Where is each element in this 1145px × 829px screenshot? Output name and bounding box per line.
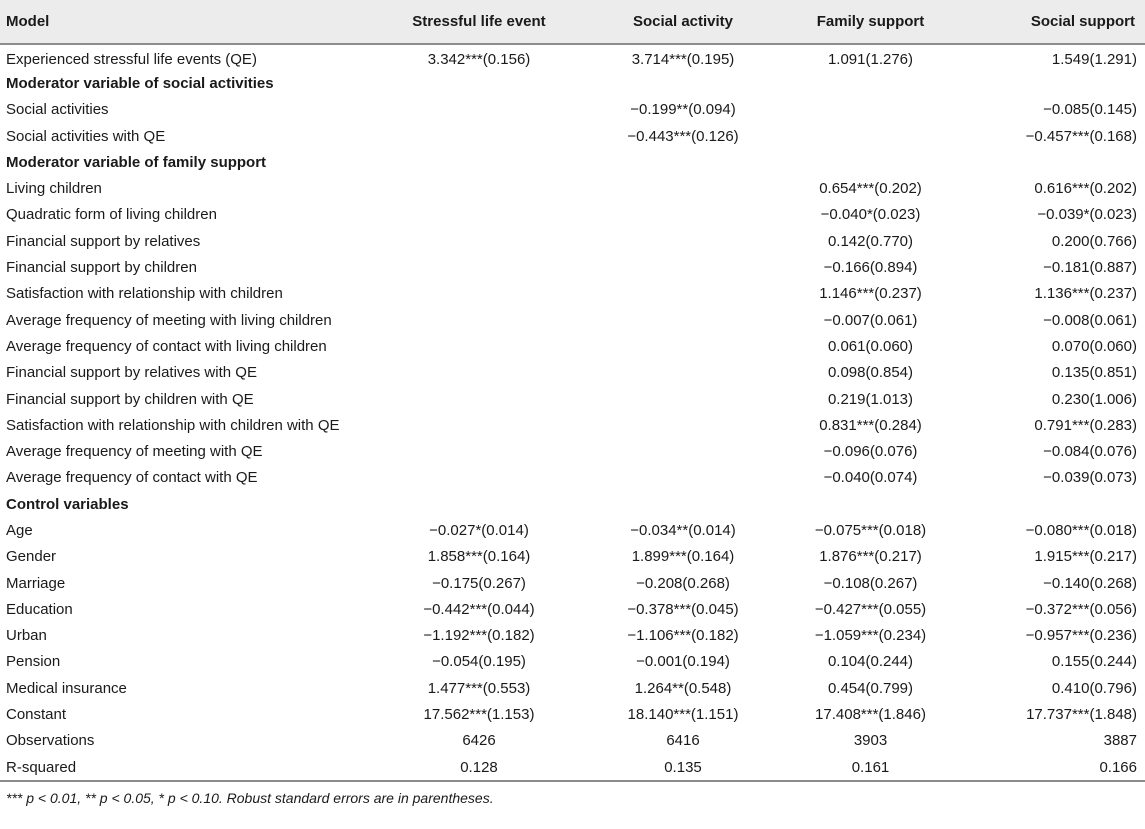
cell-family-support: 1.091(1.276) — [827, 51, 914, 69]
cell-social-activity — [588, 281, 778, 307]
cell-stressful-life-event — [370, 307, 588, 333]
table-row — [0, 307, 1145, 333]
header-social-activity: Social activity — [588, 0, 778, 44]
cell-family-support: 0.831***(0.284) — [819, 416, 922, 434]
table-row — [0, 228, 1145, 254]
row-label: Gender — [6, 548, 57, 566]
header-stressful-life-event: Stressful life event — [370, 0, 588, 44]
cell-stressful-life-event: −0.027*(0.014) — [429, 521, 529, 539]
cell-social-support: 0.791***(0.283) — [1034, 416, 1137, 434]
cell-stressful-life-event: 17.562***(1.153) — [423, 706, 535, 724]
table-row — [0, 281, 1145, 307]
cell-family-support: 0.104(0.244) — [827, 653, 914, 671]
cell-stressful-life-event — [370, 333, 588, 359]
table-row — [0, 701, 1145, 727]
table-row — [0, 728, 1145, 754]
row-label: Constant — [6, 706, 67, 724]
cell-social-activity: 18.140***(1.151) — [627, 706, 739, 724]
cell-stressful-life-event: 0.128 — [460, 758, 498, 776]
row-label: Education — [6, 600, 73, 618]
row-label: Observations — [6, 732, 95, 750]
table-row — [0, 97, 1145, 123]
section-header-row — [0, 149, 1145, 175]
cell-social-activity — [588, 360, 778, 386]
cell-family-support: 17.408***(1.846) — [815, 706, 926, 724]
cell-family-support: 0.454(0.799) — [827, 679, 914, 697]
table-row — [0, 202, 1145, 228]
cell-family-support: −0.040(0.074) — [823, 469, 918, 487]
cell-family-support: 3903 — [853, 732, 888, 750]
cell-stressful-life-event: −1.192***(0.182) — [423, 627, 535, 645]
cell-social-support: 0.410(0.796) — [1051, 679, 1137, 697]
cell-social-support: 0.200(0.766) — [1051, 232, 1137, 250]
cell-family-support: 0.161 — [851, 758, 890, 776]
cell-social-activity: 1.264**(0.548) — [634, 679, 732, 697]
cell-social-activity: 6416 — [666, 732, 700, 750]
header-row — [0, 0, 1145, 44]
table-row — [0, 360, 1145, 386]
cell-stressful-life-event: −0.442***(0.044) — [423, 600, 535, 618]
table-row — [0, 649, 1145, 675]
cell-family-support: 0.654***(0.202) — [819, 180, 922, 198]
section-label: Moderator variable of social activities — [6, 74, 274, 92]
cell-family-support: −0.096(0.076) — [823, 443, 918, 461]
cell-social-support: −0.039*(0.023) — [1037, 206, 1137, 224]
cell-social-support: 0.070(0.060) — [1051, 337, 1137, 355]
cell-stressful-life-event — [370, 123, 588, 149]
cell-stressful-life-event: −0.175(0.267) — [432, 574, 526, 592]
cell-family-support: −0.075***(0.018) — [814, 521, 927, 539]
cell-stressful-life-event — [370, 97, 588, 123]
row-label: Quadratic form of living children — [6, 206, 217, 224]
cell-social-activity: 0.135 — [664, 758, 702, 776]
table-body — [0, 44, 1145, 780]
table-row — [0, 754, 1145, 780]
cell-social-activity — [588, 307, 778, 333]
cell-family-support: 0.098(0.854) — [827, 364, 914, 382]
cell-social-activity: −0.443***(0.126) — [627, 127, 739, 145]
table-row — [0, 465, 1145, 491]
row-label: Medical insurance — [6, 679, 127, 697]
cell-family-support: −0.427***(0.055) — [814, 600, 927, 618]
row-label: Social activities — [6, 101, 109, 119]
cell-social-support: 0.155(0.244) — [1051, 653, 1137, 671]
cell-social-support: 0.616***(0.202) — [1034, 180, 1137, 198]
cell-family-support: −0.040*(0.023) — [820, 206, 921, 224]
table-row — [0, 386, 1145, 412]
cell-stressful-life-event: −0.054(0.195) — [432, 653, 526, 671]
row-label: R-squared — [6, 758, 77, 776]
cell-stressful-life-event — [370, 438, 588, 464]
cell-family-support: −0.108(0.267) — [823, 574, 918, 592]
cell-social-activity: −0.378***(0.045) — [627, 600, 739, 618]
section-header-row — [0, 491, 1145, 517]
table-row — [0, 675, 1145, 701]
cell-stressful-life-event: 6426 — [462, 732, 496, 750]
table-row — [0, 438, 1145, 464]
cell-social-support: 0.230(1.006) — [1051, 390, 1137, 408]
row-label: Satisfaction with relationship with children with QE — [6, 416, 340, 434]
table-row — [0, 412, 1145, 438]
cell-social-support: 1.549(1.291) — [1051, 51, 1137, 69]
cell-family-support: −1.059***(0.234) — [814, 627, 927, 645]
cell-social-support: 17.737***(1.848) — [1026, 706, 1137, 724]
header-social-support: Social support — [963, 0, 1145, 44]
row-label: Age — [6, 521, 33, 539]
cell-stressful-life-event — [370, 412, 588, 438]
cell-social-support: −0.372***(0.056) — [1025, 600, 1137, 618]
cell-stressful-life-event — [370, 228, 588, 254]
table-row — [0, 333, 1145, 359]
cell-social-activity — [588, 228, 778, 254]
cell-social-activity: −0.199**(0.094) — [630, 101, 736, 119]
cell-social-activity — [588, 412, 778, 438]
cell-social-support: 1.915***(0.217) — [1034, 548, 1137, 566]
table-footnote: *** p < 0.01, ** p < 0.05, * p < 0.10. Robust standard errors are in parentheses. — [6, 790, 494, 807]
cell-stressful-life-event — [370, 465, 588, 491]
row-label: Pension — [6, 653, 61, 671]
table-header — [0, 0, 1145, 44]
cell-stressful-life-event — [370, 386, 588, 412]
cell-social-support: −0.008(0.061) — [1043, 311, 1137, 329]
cell-stressful-life-event — [370, 175, 588, 201]
cell-family-support — [778, 97, 963, 123]
row-label: Social activities with QE — [6, 127, 166, 145]
cell-social-activity: −0.034**(0.014) — [630, 521, 736, 539]
cell-social-support: −0.085(0.145) — [1043, 101, 1137, 119]
cell-stressful-life-event — [370, 360, 588, 386]
table-row — [0, 517, 1145, 543]
row-label: Average frequency of meeting with living children — [6, 311, 332, 329]
row-label: Living children — [6, 180, 102, 198]
section-header-row — [0, 70, 1145, 96]
row-label: Financial support by relatives with QE — [6, 364, 257, 382]
table-row — [0, 254, 1145, 280]
cell-social-activity: −0.001(0.194) — [636, 653, 730, 671]
cell-family-support: 1.146***(0.237) — [819, 285, 922, 303]
cell-social-support: −0.084(0.076) — [1043, 443, 1137, 461]
row-label: Average frequency of contact with living children — [6, 337, 327, 355]
cell-family-support — [778, 123, 963, 149]
row-label: Average frequency of meeting with QE — [6, 443, 263, 461]
row-label: Satisfaction with relationship with children — [6, 285, 283, 303]
cell-social-activity: 1.899***(0.164) — [631, 548, 735, 566]
row-label: Average frequency of contact with QE — [6, 469, 258, 487]
table-row — [0, 175, 1145, 201]
cell-family-support: −0.007(0.061) — [823, 311, 918, 329]
cell-social-activity — [588, 465, 778, 491]
cell-stressful-life-event: 3.342***(0.156) — [427, 51, 531, 69]
cell-family-support: 1.876***(0.217) — [819, 548, 922, 566]
table-row — [0, 570, 1145, 596]
table-row — [0, 44, 1145, 70]
cell-social-activity: 3.714***(0.195) — [631, 51, 735, 69]
cell-social-activity — [588, 386, 778, 412]
table-row — [0, 596, 1145, 622]
cell-social-activity — [588, 438, 778, 464]
cell-stressful-life-event — [370, 202, 588, 228]
cell-social-support: −0.039(0.073) — [1043, 469, 1137, 487]
section-label: Control variables — [6, 495, 129, 513]
row-label: Financial support by children — [6, 259, 197, 277]
row-label: Experienced stressful life events (QE) — [6, 51, 257, 69]
cell-social-activity — [588, 175, 778, 201]
section-label: Moderator variable of family support — [6, 153, 267, 171]
cell-social-activity — [588, 333, 778, 359]
cell-social-support: −0.181(0.887) — [1043, 259, 1137, 277]
cell-family-support: 0.061(0.060) — [827, 337, 914, 355]
row-label: Urban — [6, 627, 47, 645]
row-label: Financial support by relatives — [6, 232, 201, 250]
cell-social-activity: −1.106***(0.182) — [627, 627, 739, 645]
row-label: Financial support by children with QE — [6, 390, 254, 408]
cell-social-support: −0.140(0.268) — [1043, 574, 1137, 592]
cell-social-support: −0.957***(0.236) — [1025, 627, 1137, 645]
table-row — [0, 123, 1145, 149]
cell-social-support: 3887 — [1103, 732, 1137, 750]
cell-family-support: −0.166(0.894) — [823, 259, 918, 277]
cell-social-support: 0.166 — [1099, 758, 1137, 776]
header-model: Model — [0, 0, 370, 44]
header-family-support: Family support — [778, 0, 963, 44]
cell-social-support: −0.080***(0.018) — [1025, 521, 1137, 539]
row-label: Marriage — [6, 574, 66, 592]
cell-social-activity — [588, 254, 778, 280]
cell-social-activity: −0.208(0.268) — [636, 574, 730, 592]
cell-social-support: −0.457***(0.168) — [1025, 127, 1137, 145]
cell-social-support: 0.135(0.851) — [1051, 364, 1137, 382]
cell-stressful-life-event: 1.858***(0.164) — [427, 548, 531, 566]
cell-family-support: 0.219(1.013) — [827, 390, 914, 408]
cell-social-support: 1.136***(0.237) — [1034, 285, 1137, 303]
cell-stressful-life-event: 1.477***(0.553) — [427, 679, 531, 697]
cell-social-activity — [588, 202, 778, 228]
cell-family-support: 0.142(0.770) — [827, 232, 914, 250]
table-row — [0, 623, 1145, 649]
cell-stressful-life-event — [370, 281, 588, 307]
table-row — [0, 544, 1145, 570]
cell-stressful-life-event — [370, 254, 588, 280]
